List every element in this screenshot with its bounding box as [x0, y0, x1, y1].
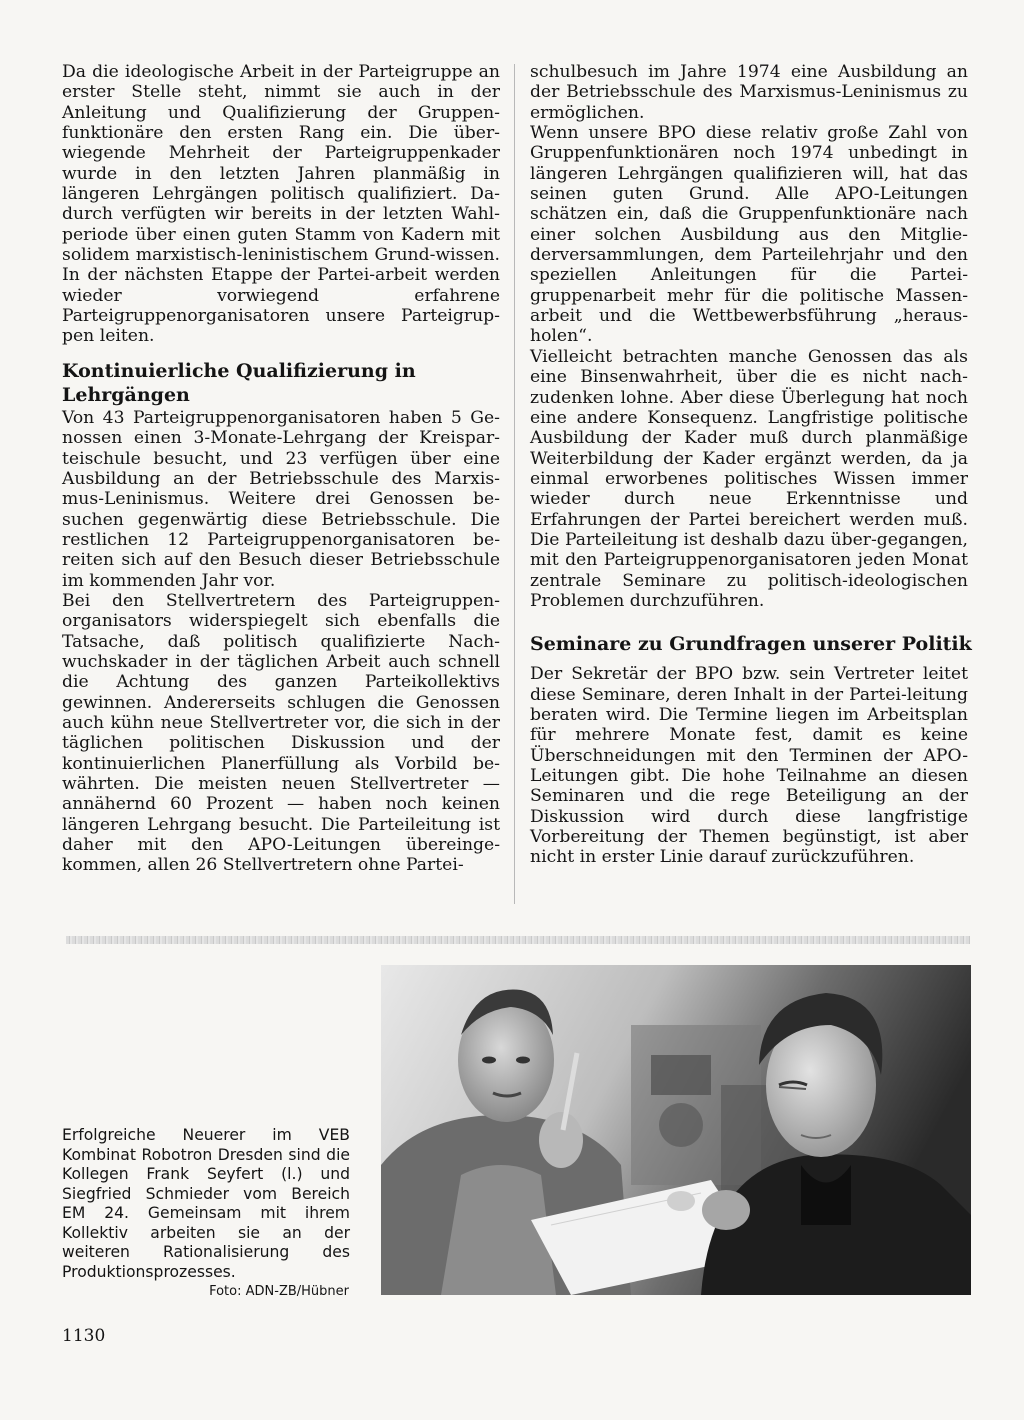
right-paragraph-1: schulbesuch im Jahre 1974 eine Ausbildung an der Betriebsschule des Marxismus-Leninismus zu ermöglichen.	[530, 62, 968, 123]
photo-caption: Erfolgreiche Neuerer im VEB Kombinat Robotron Dresden sind die Kollegen Frank Seyfert (l.) und Siegfried Schmieder vom Bereich EM 24. Gemeinsam mit ihrem Kollektiv arbeiten sie an der weiteren Rationalisierung des Produktionsprozesses.	[62, 1126, 350, 1281]
left-paragraph-1: Da die ideologische Arbeit in der Parteigruppe an erster Stelle steht, nimmt sie auch in der Anleitung und Qualifizierung der Gruppen-funktionäre den ersten Rang ein. Die über-wiegende Mehrheit der Parteigruppenkader wurde in den letzten Jahren planmäßig in längeren Lehrgängen politisch qualifiziert. Da-durch verfügten wir bereits in der letzten Wahl-periode über einen guten Stamm von Kadern mit solidem marxistisch-leninistischem Grund-wissen. In der nächsten Etappe der Partei-arbeit werden wieder vorwiegend erfahrene Parteigruppenorganisatoren unsere Parteigrup-pen leiten.	[62, 62, 500, 347]
section-heading-qualifizierung: Kontinuierliche Qualifizierung in Lehrgängen	[62, 359, 416, 406]
photo-two-workers	[381, 965, 971, 1295]
page-number: 1130	[62, 1326, 106, 1346]
right-paragraph-2: Wenn unsere BPO diese relativ große Zahl von Gruppenfunktionären noch 1974 unbedingt in längeren Lehrgängen qualifizieren will, hat das seinen guten Grund. Alle APO-Leitungen schätzen ein, daß die Gruppenfunktionäre nach einer solchen Ausbildung aus den Mitglie-derversammlungen, dem Parteilehrjahr und den speziellen Anleitungen für die Partei-gruppenarbeit mehr für die politische Massen-arbeit und die Wettbewerbsführung „heraus-holen“.	[530, 123, 968, 347]
horizontal-rule	[66, 936, 970, 944]
left-paragraph-2: Von 43 Parteigruppenorganisatoren haben 5 Ge-nossen einen 3-Monate-Lehrgang der Kreispar-teischule besucht, und 23 verfügen über eine Ausbildung an der Betriebsschule des Marxis-mus-Leninismus. Weitere drei Genossen be-suchen gegenwärtig diese Betriebsschule. Die restlichen 12 Parteigruppenorganisatoren be-reiten sich auf den Besuch dieser Betriebsschule im kommenden Jahr vor.	[62, 407, 500, 591]
column-divider	[514, 64, 515, 904]
right-paragraph-3: Vielleicht betrachten manche Genossen das als eine Binsenwahrheit, über die es nicht nach-zudenken lohne. Aber diese Überlegung hat noch eine andere Konsequenz. Langfristige politische Ausbildung der Kader muß durch planmäßige Weiterbildung der Kader ergänzt werden, da ja einmal erworbenes politisches Wissen immer wieder durch neue Erkenntnisse und Erfahrungen der Partei bereichert werden muß. Die Parteileitung ist deshalb dazu über-gegangen, mit den Parteigruppenorganisatoren jeden Monat zentrale Seminare zu politisch-ideologischen Problemen durchzuführen.	[530, 346, 968, 611]
section-heading-seminare: Seminare zu Grundfragen unserer Politik	[530, 633, 972, 656]
photo-credit: Foto: ADN-ZB/Hübner	[209, 1284, 349, 1299]
left-paragraph-3: Bei den Stellvertretern des Parteigruppen-organisators widerspiegelt sich ebenfalls die Tatsache, daß politisch qualifizierte Nach-wuchskader in der täglichen Arbeit auch schnell die Achtung des ganzen Parteikollektivs gewinnen. Andererseits schlugen die Genossen auch kühn neue Stellvertreter vor, die sich in der täglichen politischen Diskussion und der kontinuierlichen Planerfüllung als Vorbild be-währten. Die meisten neuen Stellvertreter — annähernd 60 Prozent — haben noch keinen längeren Lehrgang besucht. Die Parteileitung ist daher mit den APO-Leitungen übereinge-kommen, allen 26 Stellvertretern ohne Partei-	[62, 590, 500, 876]
left-column	[62, 62, 500, 876]
right-column	[530, 62, 972, 868]
right-paragraph-4: Der Sekretär der BPO bzw. sein Vertreter leitet diese Seminare, deren Inhalt in der Partei-leitung beraten wird. Die Termine liegen im Arbeitsplan für mehrere Monate fest, damit es keine Überschneidungen mit den Terminen der APO-Leitungen gibt. Die hohe Teilnahme an diesen Seminaren und die rege Beteiligung an der Diskussion wird durch diese langfristige Vorbereitung der Themen begünstigt, ist aber nicht in erster Linie darauf zurückzuführen.	[530, 664, 968, 868]
